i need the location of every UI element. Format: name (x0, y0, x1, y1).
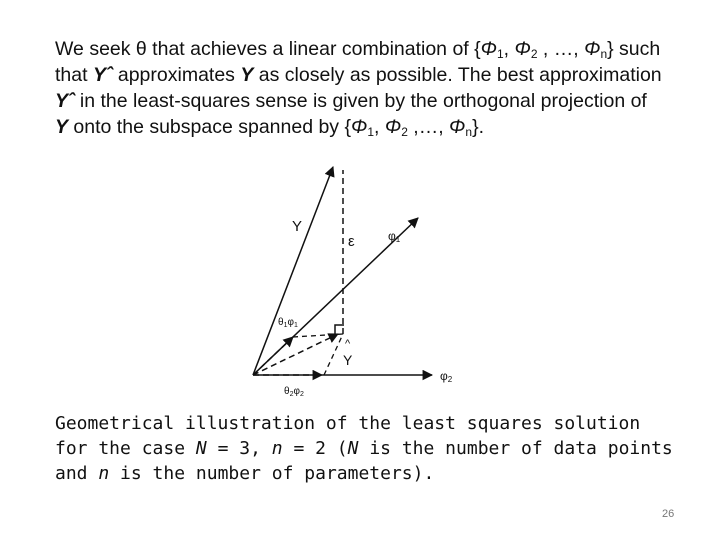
intro-text: }. (472, 116, 484, 138)
subscript: 2 (401, 125, 408, 139)
label-epsilon: ε (348, 233, 355, 250)
intro-text: ,…, (407, 116, 450, 138)
y-symbol: Y (55, 116, 69, 138)
intro-text: } such that (55, 38, 661, 86)
intro-text: , (374, 116, 385, 138)
caption-var: N (347, 438, 359, 459)
caption-text: is the number of data points and (55, 438, 673, 484)
caption-text: = 3, (206, 438, 272, 459)
projection-diagram (240, 158, 530, 408)
slide-number: 26 (662, 508, 675, 520)
y-hat-symbol: Yˆ (55, 90, 75, 112)
caption-text: is the number of parameters). (109, 463, 435, 484)
y-vector (253, 167, 333, 375)
caption-var: n (271, 438, 283, 459)
label-y-hat: Y (343, 352, 353, 368)
caption-var: N (195, 438, 207, 459)
caption-var: n (98, 463, 110, 484)
phi-symbol: Φ (480, 38, 497, 60)
label-phi1: φ1 (388, 229, 401, 244)
subscript: 1 (496, 47, 504, 61)
label-theta2-phi2: $\theta_2\varphi_2$ (284, 386, 304, 398)
intro-text: , (503, 38, 515, 60)
subscript: n (465, 125, 473, 139)
intro-text: in the least-squares sense is given by the orthogonal projection of (74, 90, 647, 112)
label-y-hat-caret: ^ (345, 338, 351, 350)
figure-caption (55, 411, 675, 486)
intro-text: approximates (112, 64, 241, 86)
y-symbol: Y (240, 64, 254, 86)
label-phi2: φ2 (440, 369, 453, 384)
label-theta1-phi1: $\theta_1\varphi_1$ (278, 317, 298, 329)
phi-symbol: Φ (449, 116, 466, 138)
subscript: n (600, 47, 608, 61)
intro-text: , …, (537, 38, 585, 60)
intro-text: as closely as possible. The best approximation (253, 64, 662, 86)
phi-symbol: Φ (584, 38, 601, 60)
y-hat-symbol: Yˆ (92, 64, 113, 86)
caption-text: Geometrical illustration of the least squares solution for the case (55, 413, 641, 459)
subscript: 2 (530, 47, 538, 61)
intro-paragraph (55, 36, 665, 140)
label-y: Y (292, 218, 303, 235)
phi-symbol: Φ (514, 38, 531, 60)
phi-symbol: Φ (351, 116, 368, 138)
intro-text: We seek θ that achieves a linear combination of { (55, 38, 481, 60)
intro-text: onto the subspace spanned by { (68, 116, 351, 138)
subscript: 1 (367, 125, 375, 139)
phi-symbol: Φ (384, 116, 402, 138)
caption-text: = 2 ( (282, 438, 348, 459)
